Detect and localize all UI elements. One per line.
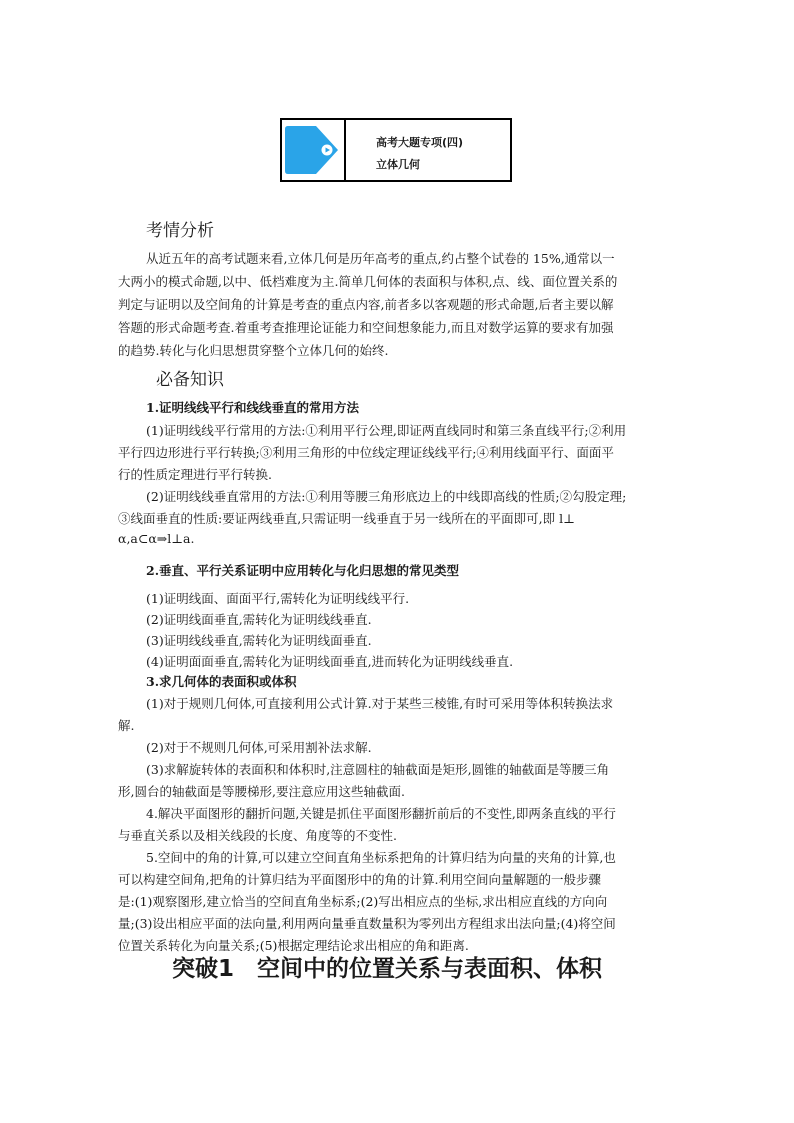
k1b-line-1: (2)证明线线垂直常用的方法:①利用等腰三角形底边上的中线即高线的性质;②勾股定理; [146, 489, 627, 504]
k5-line-1: 5.空间中的角的计算,可以建立空间直角坐标系把角的计算归结为向量的夹角的计算,也 [146, 850, 616, 865]
k3-line-2: 解. [118, 718, 135, 733]
knowledge-heading: 必备知识 [156, 370, 224, 390]
k1-line-2: 平行四边形进行平行转换;③利用三角形的中位线定理证线线平行;④利用线面平行、面面平 [118, 445, 614, 460]
analysis-line-4: 答题的形式命题考查.着重考查推理论证能力和空间想象能力,而且对数学运算的要求有加强 [118, 320, 614, 335]
k1-title: 1.证明线线平行和线线垂直的常用方法 [146, 400, 360, 415]
k5-line-3: 是:(1)观察图形,建立恰当的空间直角坐标系;(2)写出相应点的坐标,求出相应直线的方向向 [118, 894, 608, 909]
k5-line-4: 量;(3)设出相应平面的法向量,利用两向量垂直数量积为零列出方程组求出法向量;(4)将空间 [118, 916, 616, 931]
k2-line-3: (3)证明线线垂直,需转化为证明线面垂直. [146, 633, 372, 648]
k1-line-3: 行的性质定理进行平行转换. [118, 467, 272, 482]
analysis-heading: 考情分析 [146, 221, 214, 241]
k3-line-3: (2)对于不规则几何体,可采用割补法求解. [146, 740, 372, 755]
topic-banner [280, 118, 512, 182]
k1b-line-3: α,a⊂α⇒l⊥a. [118, 531, 195, 546]
banner-divider [344, 120, 346, 180]
play-icon [282, 120, 342, 180]
k5-line-5: 位置关系转化为向量关系;(5)根据定理结论求出相应的角和距离. [118, 938, 469, 953]
k2-line-1: (1)证明线面、面面平行,需转化为证明线线平行. [146, 591, 410, 606]
k2-title: 2.垂直、平行关系证明中应用转化与化归思想的常见类型 [146, 563, 460, 578]
banner-title: 高考大题专项(四) [376, 136, 464, 149]
k5-line-2: 可以构建空间角,把角的计算归结为平面图形中的角的计算.利用空间向量解题的一般步骤 [118, 872, 601, 887]
k3-line-4: (3)求解旋转体的表面积和体积时,注意圆柱的轴截面是矩形,圆锥的轴截面是等腰三角 [146, 762, 610, 777]
analysis-line-5: 的趋势.转化与化归思想贯穿整个立体几何的始终. [118, 343, 389, 358]
analysis-line-2: 大两小的模式命题,以中、低档难度为主.简单几何体的表面积与体积,点、线、面位置关系的 [118, 274, 618, 289]
breakthrough-title: 突破1 空间中的位置关系与表面积、体积 [172, 956, 603, 982]
k4-line-1: 4.解决平面图形的翻折问题,关键是抓住平面图形翻折前后的不变性,即两条直线的平行 [146, 806, 616, 821]
k1-line-1: (1)证明线线平行常用的方法:①利用平行公理,即证两直线同时和第三条直线平行;②利用 [146, 423, 627, 438]
k2-line-2: (2)证明线面垂直,需转化为证明线线垂直. [146, 612, 372, 627]
analysis-line-3: 判定与证明以及空间角的计算是考查的重点内容,前者多以客观题的形式命题,后者主要以解 [118, 297, 614, 312]
banner-subtitle: 立体几何 [376, 158, 420, 171]
k1b-line-2: ③线面垂直的性质:要证两线垂直,只需证明一线垂直于另一线所在的平面即可,即 l⊥ [118, 511, 575, 526]
k2-line-4: (4)证明面面垂直,需转化为证明线面垂直,进而转化为证明线线垂直. [146, 654, 514, 669]
k3-line-5: 形,圆台的轴截面是等腰梯形,要注意应用这些轴截面. [118, 784, 405, 799]
k3-title: 3.求几何体的表面积或体积 [146, 674, 297, 689]
k4-line-2: 与垂直关系以及相关线段的长度、角度等的不变性. [118, 828, 397, 843]
k3-line-1: (1)对于规则几何体,可直接利用公式计算.对于某些三棱锥,有时可采用等体积转换法求 [146, 696, 614, 711]
analysis-line-1: 从近五年的高考试题来看,立体几何是历年高考的重点,约占整个试卷的 15%,通常以一 [146, 251, 615, 266]
